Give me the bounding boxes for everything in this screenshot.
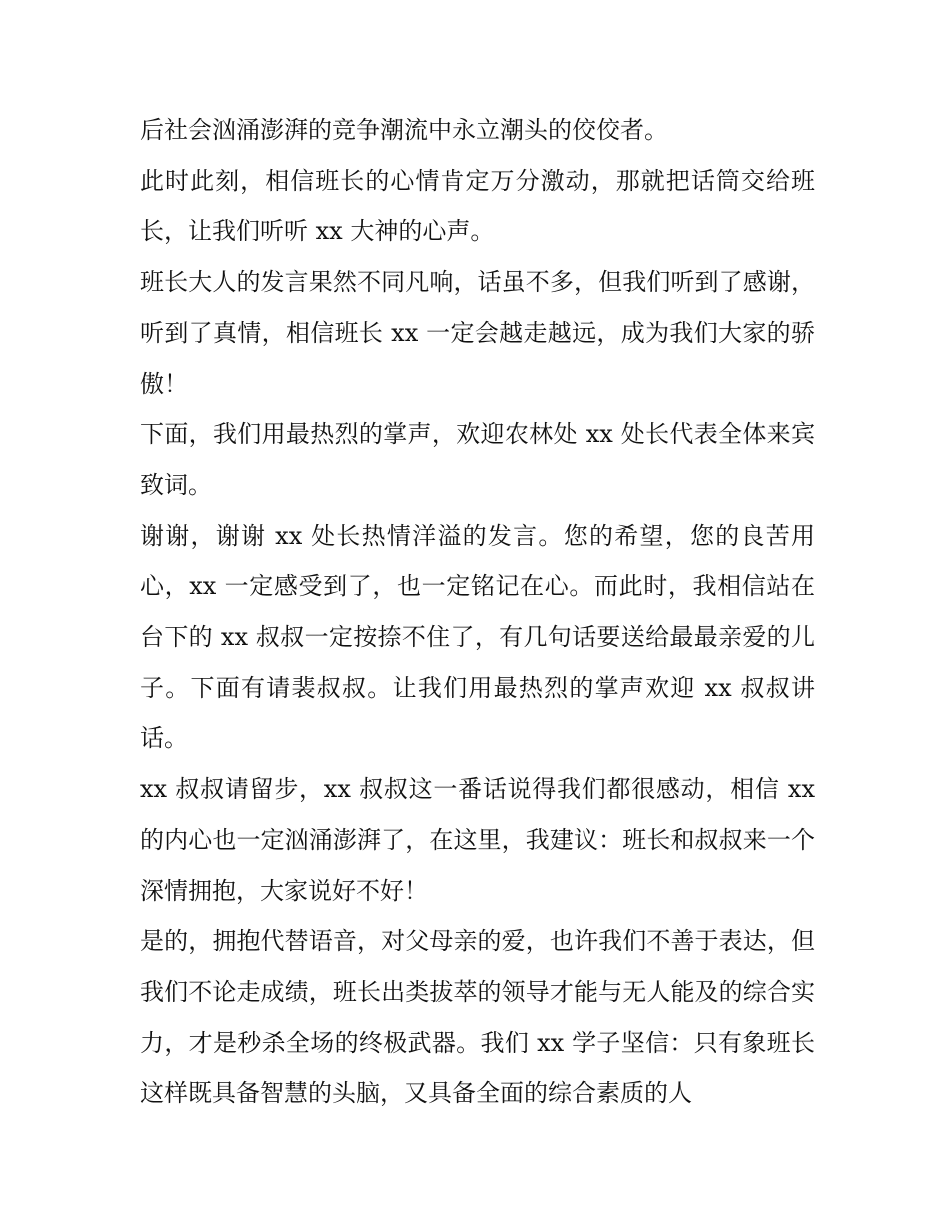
paragraph-1: 后社会汹涌澎湃的竞争潮流中永立潮头的佼佼者。: [140, 116, 668, 144]
paragraph-3: 班长大人的发言果然不同凡响，话虽不多，但我们听到了感谢，听到了真情，相信班长 xx 一定会越走越远，成为我们大家的骄傲！: [140, 268, 815, 398]
document-body: [140, 105, 815, 1119]
paragraph-5: 谢谢，谢谢 xx 处长热情洋溢的发言。您的希望，您的良苦用心，xx 一定感受到了，也一定铭记在心。而此时，我相信站在台下的 xx 叔叔一定按捺不住了，有几句话要送给最最亲爱的儿子。下面有请裴叔叔。让我们用最热烈的掌声欢迎 xx 叔叔讲话。: [140, 521, 815, 753]
paragraph-4: 下面，我们用最热烈的掌声，欢迎农林处 xx 处长代表全体来宾致词。: [140, 420, 815, 499]
paragraph-7: 是的，拥抱代替语音，对父母亲的爱，也许我们不善于表达，但我们不论走成绩，班长出类拔萃的领导才能与无人能及的综合实力，才是秒杀全场的终极武器。我们 xx 学子坚信：只有象班长这样既具备智慧的头脑，又具备全面的综合素质的人: [140, 927, 815, 1108]
paragraph-2: 此时此刻，相信班长的心情肯定万分激动，那就把话筒交给班长，让我们听听 xx 大神的心声。: [140, 166, 815, 246]
paragraph-6: xx 叔叔请留步，xx 叔叔这一番话说得我们都很感动，相信 xx 的内心也一定汹涌澎湃了，在这里，我建议：班长和叔叔来一个深情拥抱，大家说好不好！: [140, 775, 815, 905]
